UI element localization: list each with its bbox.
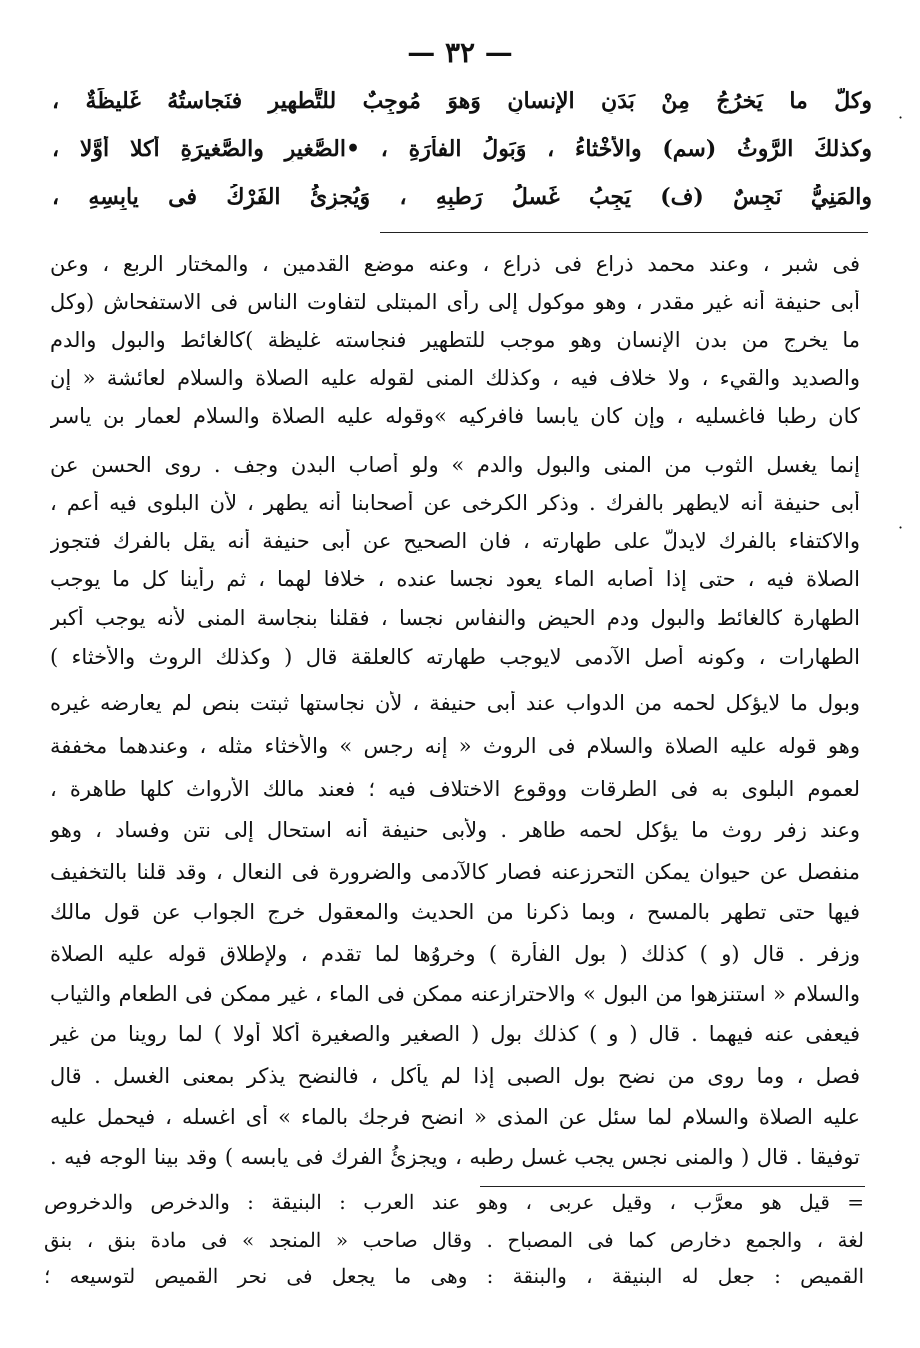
commentary-line: أبى حنيفة أنه غير مقدر ، وهو موكول إلى رأى المبتلى لتفاوت الناس فى الاستفحاش (وكل [50, 290, 860, 314]
commentary-line: والصديد والقيء ، ولا خلاف فيه ، وكذلك المنى لقوله عليه الصلاة والسلام لعائشة « إن [50, 366, 860, 390]
footnote-divider-rule [480, 1186, 865, 1187]
matn-line: وكلُّ ما يَخرُجُ مِنْ بَدَنِ الإنسانِ وَهوَ مُوجِبٌ للتَّطهيرِ فنَجاستُهُ غَليظَةٌ ، [52, 88, 872, 114]
footnote-line: = قيل هو معرَّب ، وقيل عربى ، وهو عند العرب : البنيقة : والدخرص والدخروص [44, 1190, 864, 1214]
commentary-line: فيها حتى تطهر بالمسح ، وبما ذكرنا من الحديث والمعقول خرج الجواب عن قول مالك [50, 900, 860, 924]
commentary-line: أبى حنيفة أنه لايطهر بالفرك . وذكر الكرخى عن أصحابنا أنه يطهر ، لأن البلوى فيه أعم ، [50, 491, 860, 515]
commentary-line: ما يخرج من بدن الإنسان وهو موجب للتطهير فنجاسته غليظة )كالغائط والبول والدم [50, 328, 860, 352]
commentary-line: وبول ما لايؤكل لحمه من الدواب عند أبى حنيفة ، لأن نجاستها ثبتت بنص لم يعارضه غيره [50, 691, 860, 715]
footnote-line: القميص : جعل له البنيقة ، والبنقة : وهى ما يجعل فى نحر القميص لتوسيعه ؛ [44, 1264, 864, 1288]
commentary-line: وزفر . قال (و ) كذلك ( بول الفأرة ) وخروُها لما تقدم ، ولإطلاق قوله عليه الصلاة [50, 942, 860, 966]
matn-line: وكذلكَ الرَّوثُ (سم) والأخْثاءُ ، وَبَولُ الفأرَةِ ، •الصَّغيرِ والصَّغيرَةِ أكلا أوَّلا ، [52, 136, 872, 162]
commentary-line: لعموم البلوى به فى الطرقات ووقوع الاختلاف فيه ؛ فعند مالك الأرواث كلها طاهرة ، [50, 777, 860, 801]
commentary-line: عليه الصلاة والسلام لما سئل عن المذى « انضح فرجك بالماء » أى اغسله ، فيحمل عليه [50, 1105, 860, 1129]
commentary-line: الطهارة كالغائط والبول ودم الحيض والنفاس نجسا ، فقلنا بنجاسة المنى لأنه يوجب أكبر [50, 606, 860, 630]
commentary-line: والاكتفاء بالفرك لايدلُّ على طهارته ، فان الصحيح عن أبى حنيفة أنه يقل بالفرك فتجوز [50, 529, 860, 553]
commentary-line: توفيقا . قال ( والمنى نجس يجب غسل رطبه ، ويجزئُ الفرك فى يابسه ) وقد بينا الوجه فيه . [50, 1145, 860, 1169]
page-number: — ٣٢ — [407, 36, 513, 69]
margin-dot-icon: · [898, 108, 904, 127]
commentary-line: والسلام « استنزهوا من البول » والاحترازعنه ممكن فى الماء ، غير ممكن فى الطعام والثياب [50, 982, 860, 1006]
commentary-line: منفصل عن حيوان يمكن التحرزعنه فصار كالآدمى والضرورة فى النعال ، وقد قلنا بالتخفيف [50, 860, 860, 884]
commentary-line: وعند زفر روث ما يؤكل لحمه طاهر . ولأبى حنيفة أنه استحال إلى نتن وفساد ، وهو [50, 818, 860, 842]
commentary-line: وهو قوله عليه الصلاة والسلام فى الروث « إنه رجس » والأخثاء مثله ، وعندهما مخففة [50, 734, 860, 758]
commentary-line: الطهارات ، وكونه أصل الآدمى لايوجب طهارته كالعلقة قال ( وكذلك الروث والأخثاء ) [50, 645, 860, 669]
commentary-line: فصل ، وما روى من نضح بول الصبى إذا لم يأكل ، فالنضح يذكر بمعنى الغسل . قال [50, 1064, 860, 1088]
commentary-line: فيعفى عنه فيهما . قال ( و ) كذلك بول ( الصغير والصغيرة أكلا أولا ) لما روينا من غير [50, 1022, 860, 1046]
commentary-line: فى شبر ، وعند محمد ذراع فى ذراع ، وعنه موضع القدمين ، والمختار الربع ، وعن [50, 252, 860, 276]
commentary-line: الصلاة فيه ، حتى إذا أصابه الماء يعود نجسا عنده ، خلافا لهما ، ثم رأينا كل ما يوجب [50, 567, 860, 591]
matn-divider-rule [380, 232, 868, 233]
footnote-line: لغة ، والجمع دخارص كما فى المصباح . وقال صاحب « المنجد » فى مادة بنق ، بنق [44, 1228, 864, 1252]
matn-line: والمَنِيُّ نَجِسٌ (ف) يَجِبُ غَسلُ رَطبِهِ ، وَيُجزِئُ الفَرْكُ فى يابِسِهِ ، [52, 184, 872, 210]
commentary-line: إنما يغسل الثوب من المنى والبول والدم » ولو أصاب البدن وجف . روى الحسن عن [50, 453, 860, 477]
margin-dot-icon: · [898, 518, 904, 537]
commentary-line: كان رطبا فاغسليه ، وإن كان يابسا فافركيه »وقوله عليه الصلاة والسلام لعمار بن ياسر [50, 404, 860, 428]
